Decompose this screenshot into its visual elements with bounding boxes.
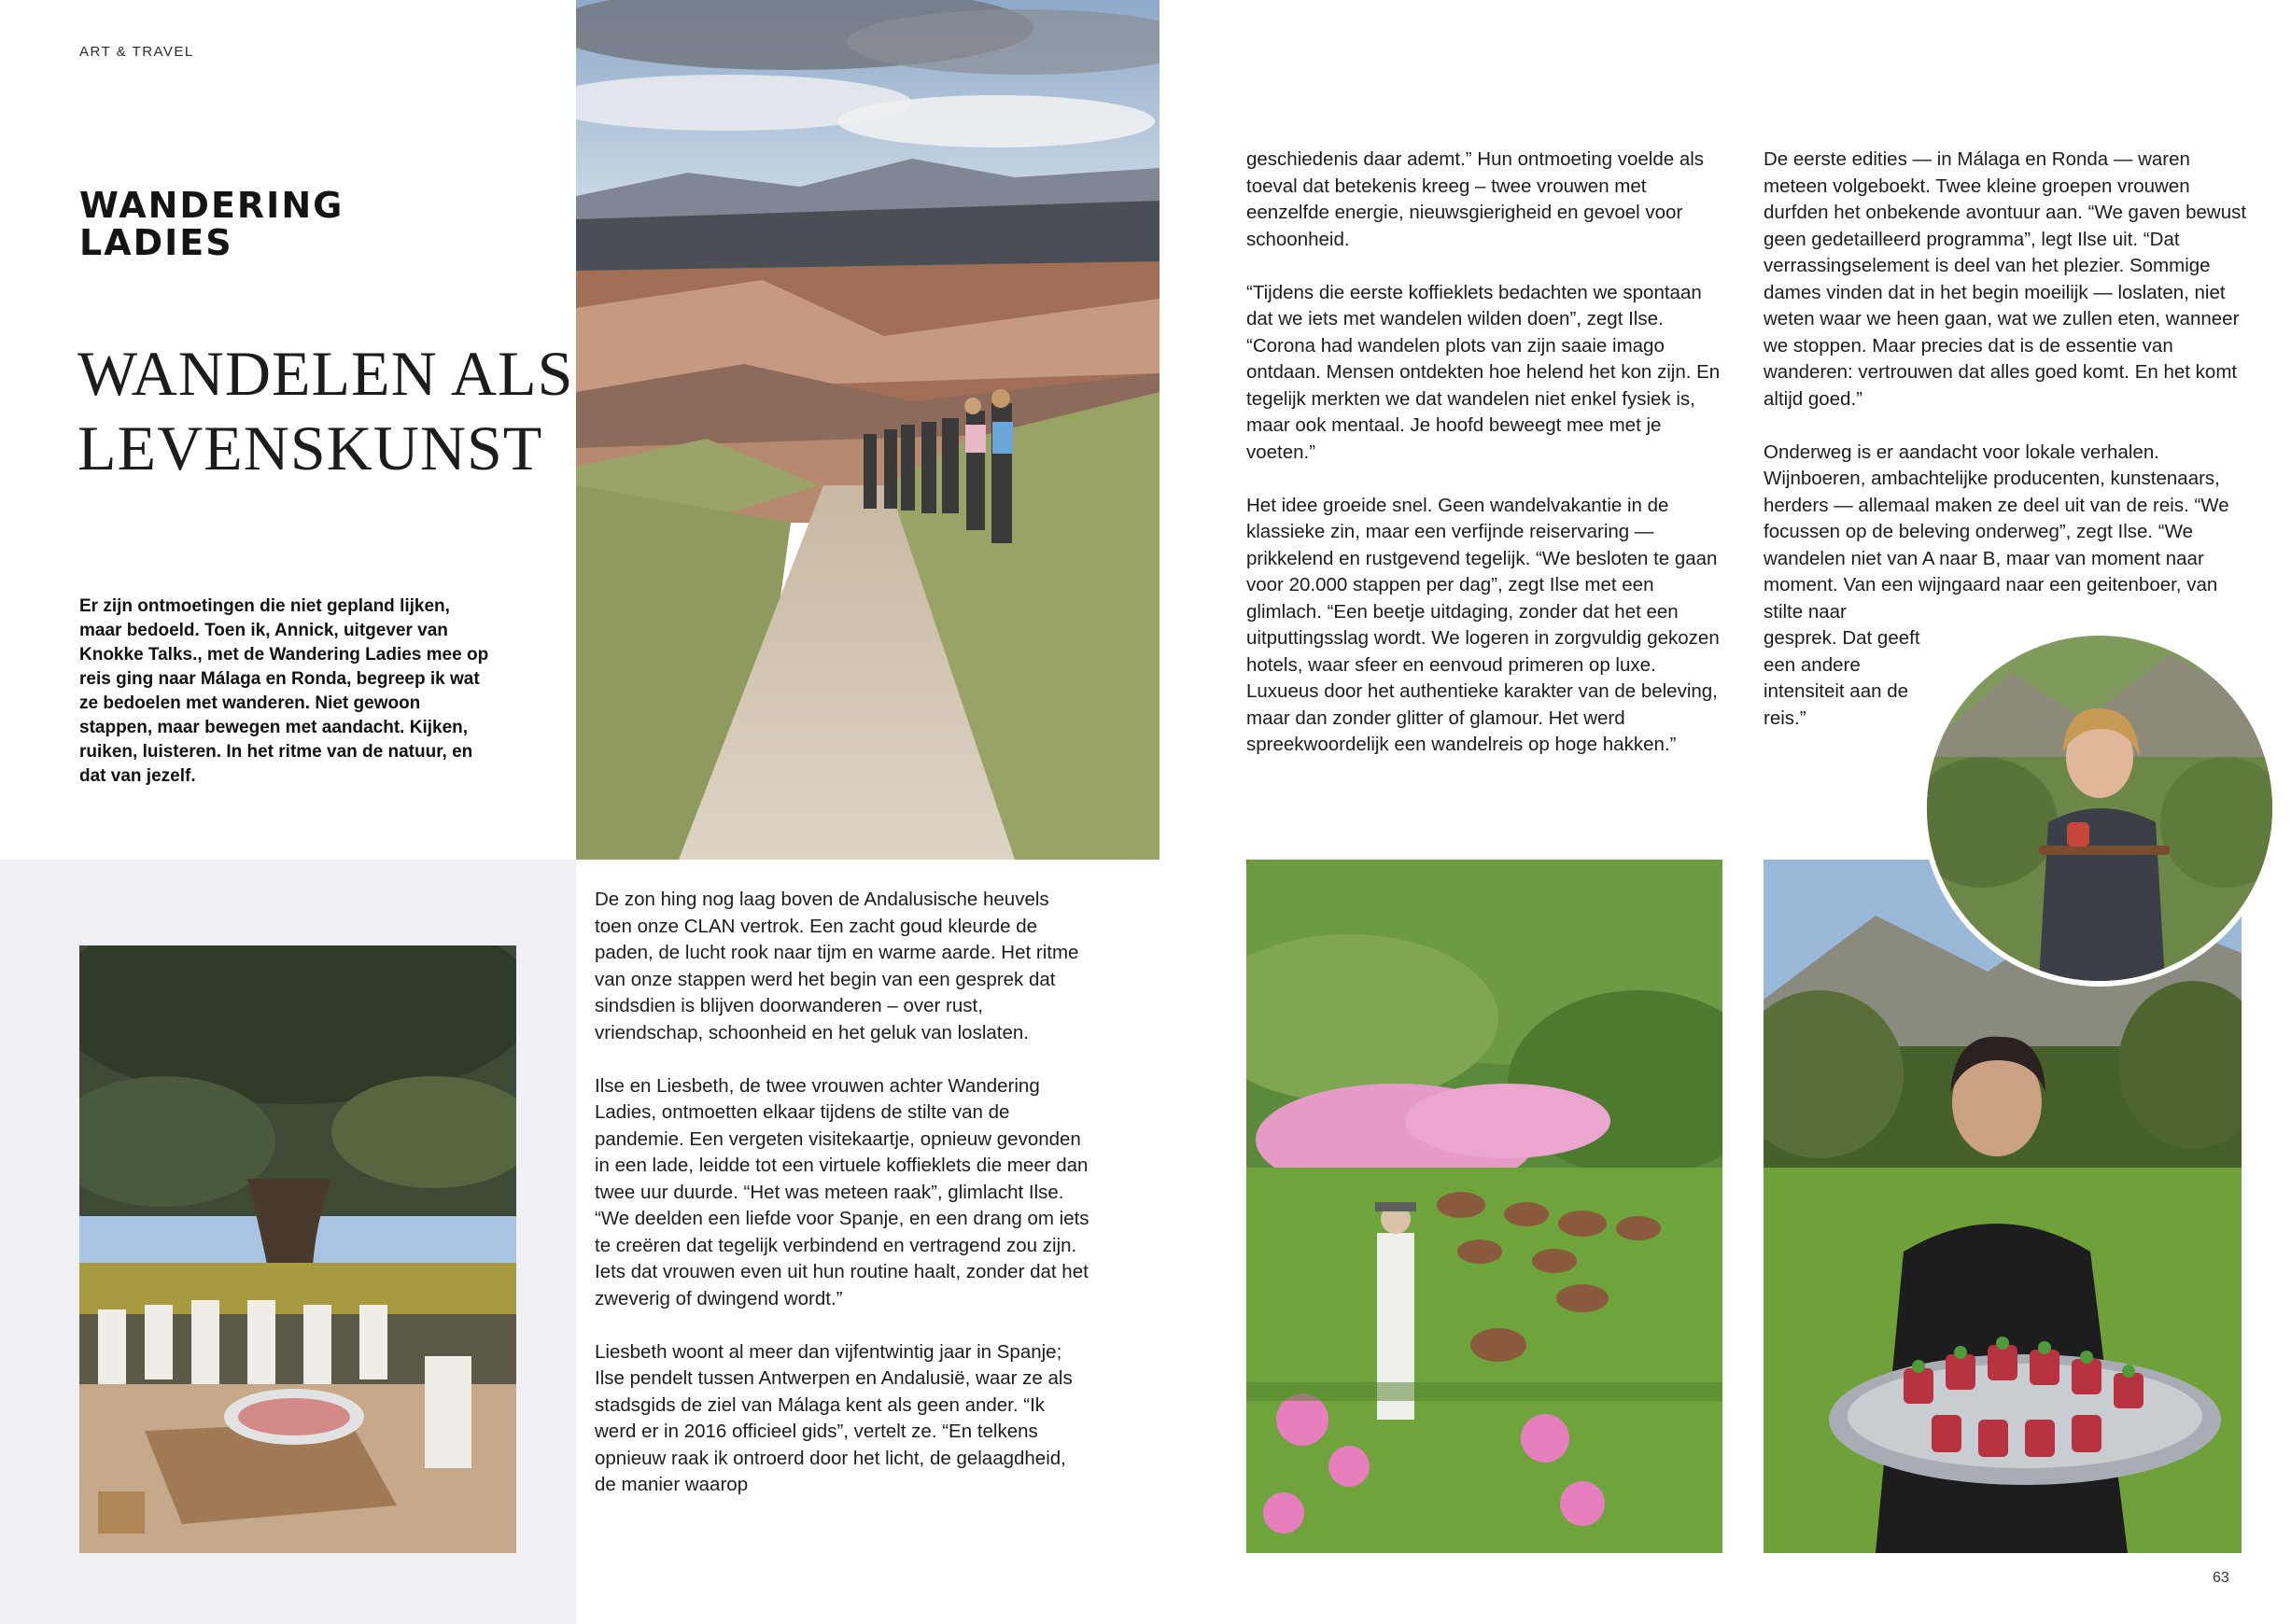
photo-hiking-trail xyxy=(576,0,1160,860)
article-headline: WANDELEN ALS LEVENSKUNST xyxy=(77,338,574,483)
photo-shepherd-goats xyxy=(1246,860,1722,1553)
paragraph-wrapped: gesprek. Dat geeft een andere intensiteit aan de reis.” xyxy=(1764,627,1920,729)
article-column-1 xyxy=(595,887,1089,1499)
lead-paragraph: Er zijn ontmoetingen die niet gepland lijken, maar bedoeld. Toen ik, Annick, uitgever van Knokke Talks., met de Wandering Ladies mee op reis ging naar Málaga en Ronda, begreep ik wat ze bedoelen met wanderen. Niet gewoon stappen, maar bewegen met aandacht. Kijken, ruiken, luisteren. In het ritme van de natuur, en dat van jezelf. xyxy=(79,596,489,786)
page-number: 63 xyxy=(2213,1570,2229,1586)
paragraph: Het idee groeide snel. Geen wandelvakantie in de klassieke zin, maar een verfijnde reiservaring — prikkelend en rustgevend tegelijk. “We besloten te gaan voor 20.000 stappen per dag”, zegt Ilse met een glimlach. “Een beetje uitdaging, zonder dat het een uitputtingsslag wordt. We logeren in zorgvuldig gekozen hotels, waar sfeer en eenvoud primeren op luxe. Luxueus door het authentieke karakter van de beleving, maar dan zonder glitter of glamour. Het werd spreekwoordelijk een wandelreis op hoge hakken.” xyxy=(1246,494,1720,755)
brand-title: WANDERING LADIES xyxy=(79,185,344,263)
article-column-2 xyxy=(1246,147,1727,759)
paragraph: De zon hing nog laag boven de Andalusische heuvels toen onze CLAN vertrok. Een zacht goud kleurde de paden, de lucht rook naar tijm en warme aarde. Het ritme van onze stappen werd het begin van een gesprek dat sindsdien is blijven doorwanderen – over rust, vriendschap, schoonheid en het geluk van loslaten. xyxy=(595,889,1079,1043)
paragraph: Liesbeth woont al meer dan vijfentwintig jaar in Spanje; Ilse pendelt tussen Antwerpen en Andalusië, waar ze als stadsgids de ziel van Málaga kent als geen ander. “Ik werd er in 2016 officieel gids”, vertelt ze. “En telkens opnieuw raak ik ontroerd door het licht, de gelaagdheid, de manier waarop xyxy=(595,1340,1073,1495)
paragraph: De eerste edities — in Málaga en Ronda — waren meteen volgeboekt. Twee kleine groepen vrouwen durfden het onbekende avontuur aan. “We gaven bewust geen gedetailleerd programma”, legt Ilse uit. “Dat verrassingselement is deel van het plezier. Sommige dames vinden dat in het begin moeilijk — loslaten, niet weten waar we heen gaan, wat we zullen eten, wanneer we stoppen. Maar precies dat is de essentie van wanderen: vertrouwen dat alles goed komt. En het komt altijd goed.” xyxy=(1764,148,2247,410)
paragraph: Onderweg is er aandacht voor lokale verhalen. Wijnboeren, ambachtelijke producenten, kunstenaars, herders — allemaal maken ze deel uit van de reis. “We focussen op de beleving onderweg”, zegt Ilse. “We wandelen niet van A naar B, maar van moment naar moment. Van een wijngaard naar een geitenboer, van stilte naar xyxy=(1764,441,2229,623)
article-column-3 xyxy=(1764,147,2249,732)
section-label: ART & TRAVEL xyxy=(79,44,194,60)
paragraph: “Tijdens die eerste koffieklets bedachten we spontaan dat we iets met wandelen wilden doen”, zegt Ilse. “Corona had wandelen plots van zijn saaie imago ontdaan. Mensen ontdekten hoe helend het kon zijn. En tegelijk merkten we dat wandelen niet enkel fysiek is, maar ook mentaal. Je hoofd beweegt mee met je voeten.” xyxy=(1246,281,1721,463)
paragraph: Ilse en Liesbeth, de twee vrouwen achter Wandering Ladies, ontmoetten elkaar tijdens de stilte van de pandemie. Een vergeten visitekaartje, opnieuw gevonden in een lade, leidde tot een virtuele koffieklets die meer dan twee uur duurde. “Het was meteen raak”, glimlacht Ilse. “We deelden een liefde voor Spanje, en een drang om iets te creëren dat tegelijk verbindend en vertragend zou zijn. Iets dat vrouwen even uit hun routine haalt, zonder dat het zweverig of dwingend wordt.” xyxy=(595,1074,1089,1309)
photo-group-picnic xyxy=(79,945,516,1553)
paragraph: geschiedenis daar ademt.” Hun ontmoeting voelde als toeval dat betekenis kreeg – twee vrouwen met eenzelfde energie, nieuwsgierigheid en gevoel voor schoonheid. xyxy=(1246,148,1705,250)
